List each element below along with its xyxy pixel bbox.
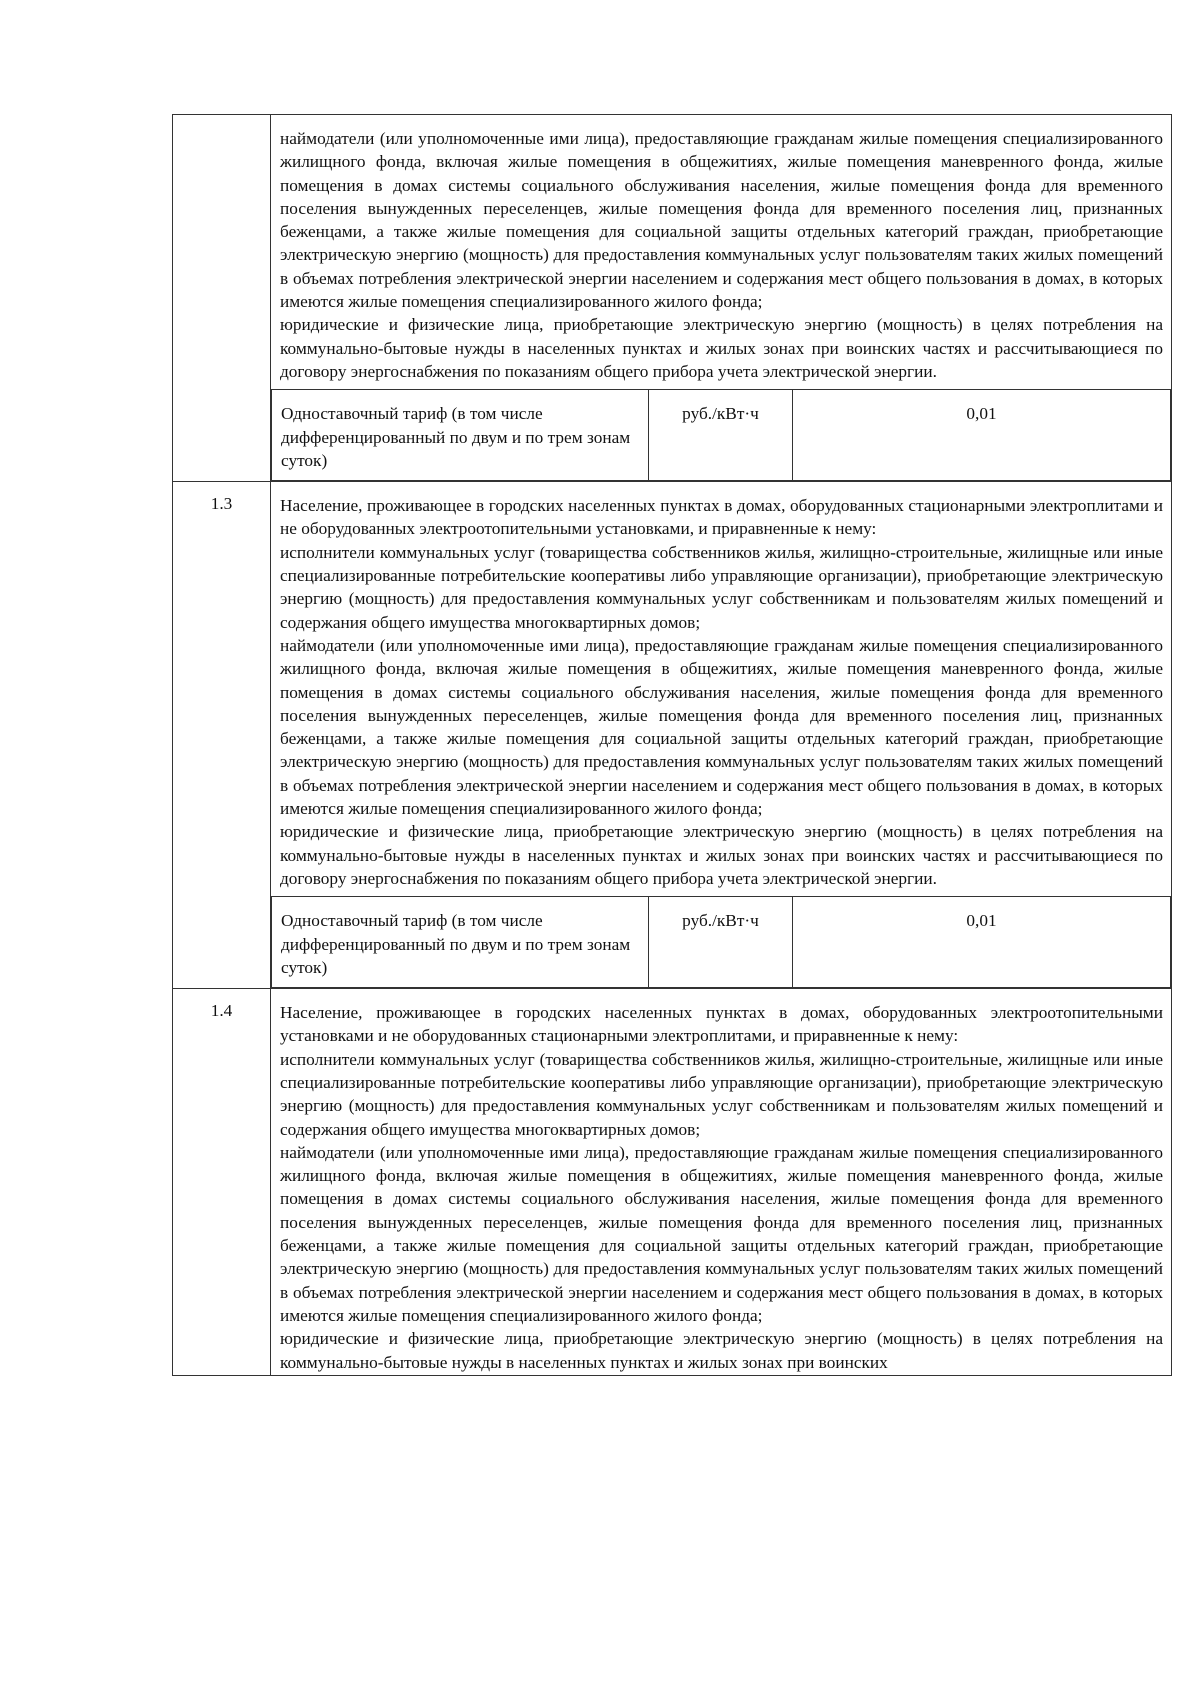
paragraph: юридические и физические лица, приобретающие электрическую энергию (мощность) в целях потребления на коммунально-бытовые нужды в населенных пунктах и жилых зонах при воинских частях и рассчитывающиеся по договору энергоснабжения по показаниям общего прибора учета электрической энергии. bbox=[280, 315, 1163, 381]
consumer-description bbox=[271, 115, 1171, 389]
table-row bbox=[173, 989, 1172, 1376]
row-number: 1.4 bbox=[173, 989, 271, 1376]
tariff-unit: руб./кВт·ч bbox=[649, 390, 793, 481]
consumer-description bbox=[271, 482, 1171, 896]
paragraph: исполнители коммунальных услуг (товарищества собственников жилья, жилищно-строительные, жилищные или иные специализированные потребительские кооперативы либо управляющие организации), приобретающие электрическую энергию (мощность) для предоставления коммунальных услуг собственникам и пользователям жилых помещений и содержания общего имущества многоквартирных домов; bbox=[280, 542, 1163, 632]
paragraph: Население, проживающее в городских населенных пунктах в домах, оборудованных стационарными электроплитами и не оборудованных электроотопительными установками, и приравненные к нему: bbox=[280, 496, 1163, 539]
consumer-description bbox=[271, 989, 1171, 1375]
tariff-table bbox=[172, 114, 1172, 1376]
table-row bbox=[173, 115, 1172, 482]
paragraph: Население, проживающее в городских населенных пунктах в домах, оборудованных электроотопительными установками и не оборудованных стационарными электроплитами, и приравненные к нему: bbox=[280, 1003, 1163, 1046]
tariff-value: 0,01 bbox=[793, 897, 1171, 988]
paragraph: наймодатели (или уполномоченные ими лица), предоставляющие гражданам жилые помещения специализированного жилищного фонда, включая жилые помещения в общежитиях, жилые помещения маневренного фонда, жилые помещения в домах системы социального обслуживания населения, жилые помещения фонда для временного поселения вынужденных переселенцев, жилые помещения фонда для временного поселения лиц, признанных беженцами, а также жилые помещения для социальной защиты отдельных категорий граждан, приобретающие электрическую энергию (мощность) для предоставления коммунальных услуг пользователям таких жилых помещений в объемах потребления электрической энергии населением и содержания мест общего пользования в домах, в которых имеются жилые помещения специализированного жилого фонда; bbox=[280, 635, 1163, 819]
row-content bbox=[271, 115, 1172, 482]
row-number: 1.3 bbox=[173, 482, 271, 989]
tariff-unit: руб./кВт·ч bbox=[649, 897, 793, 988]
tariff-subrow bbox=[271, 896, 1171, 988]
paragraph: юридические и физические лица, приобретающие электрическую энергию (мощность) в целях потребления на коммунально-бытовые нужды в населенных пунктах и жилых зонах при воинских частях и рассчитывающиеся по договору энергоснабжения по показаниям общего прибора учета электрической энергии. bbox=[280, 822, 1163, 888]
row-content bbox=[271, 989, 1172, 1376]
row-number bbox=[173, 115, 271, 482]
paragraph: наймодатели (или уполномоченные ими лица), предоставляющие гражданам жилые помещения специализированного жилищного фонда, включая жилые помещения в общежитиях, жилые помещения маневренного фонда, жилые помещения в домах системы социального обслуживания населения, жилые помещения фонда для временного поселения вынужденных переселенцев, жилые помещения фонда для временного поселения лиц, признанных беженцами, а также жилые помещения для социальной защиты отдельных категорий граждан, приобретающие электрическую энергию (мощность) для предоставления коммунальных услуг пользователям таких жилых помещений в объемах потребления электрической энергии населением и содержания мест общего пользования в домах, в которых имеются жилые помещения специализированного жилого фонда; bbox=[280, 129, 1163, 312]
tariff-subrow bbox=[271, 389, 1171, 481]
tariff-name: Одноставочный тариф (в том числе дифференцированный по двум и по трем зонам суток) bbox=[272, 897, 649, 988]
row-content bbox=[271, 482, 1172, 989]
tariff-value: 0,01 bbox=[793, 390, 1171, 481]
table-row bbox=[173, 482, 1172, 989]
paragraph: исполнители коммунальных услуг (товарищества собственников жилья, жилищно-строительные, жилищные или иные специализированные потребительские кооперативы либо управляющие организации), приобретающие электрическую энергию (мощность) для предоставления коммунальных услуг собственникам и пользователям жилых помещений и содержания общего имущества многоквартирных домов; bbox=[280, 1049, 1163, 1139]
tariff-name: Одноставочный тариф (в том числе дифференцированный по двум и по трем зонам суток) bbox=[272, 390, 649, 481]
paragraph: наймодатели (или уполномоченные ими лица), предоставляющие гражданам жилые помещения специализированного жилищного фонда, включая жилые помещения в общежитиях, жилые помещения маневренного фонда, жилые помещения в домах системы социального обслуживания населения, жилые помещения фонда для временного поселения вынужденных переселенцев, жилые помещения фонда для временного поселения лиц, признанных беженцами, а также жилые помещения для социальной защиты отдельных категорий граждан, приобретающие электрическую энергию (мощность) для предоставления коммунальных услуг пользователям таких жилых помещений в объемах потребления электрической энергии населением и содержания мест общего пользования в домах, в которых имеются жилые помещения специализированного жилого фонда; bbox=[280, 1142, 1163, 1325]
paragraph: юридические и физические лица, приобретающие электрическую энергию (мощность) в целях потребления на коммунально-бытовые нужды в населенных пунктах и жилых зонах при воинских bbox=[280, 1329, 1163, 1372]
